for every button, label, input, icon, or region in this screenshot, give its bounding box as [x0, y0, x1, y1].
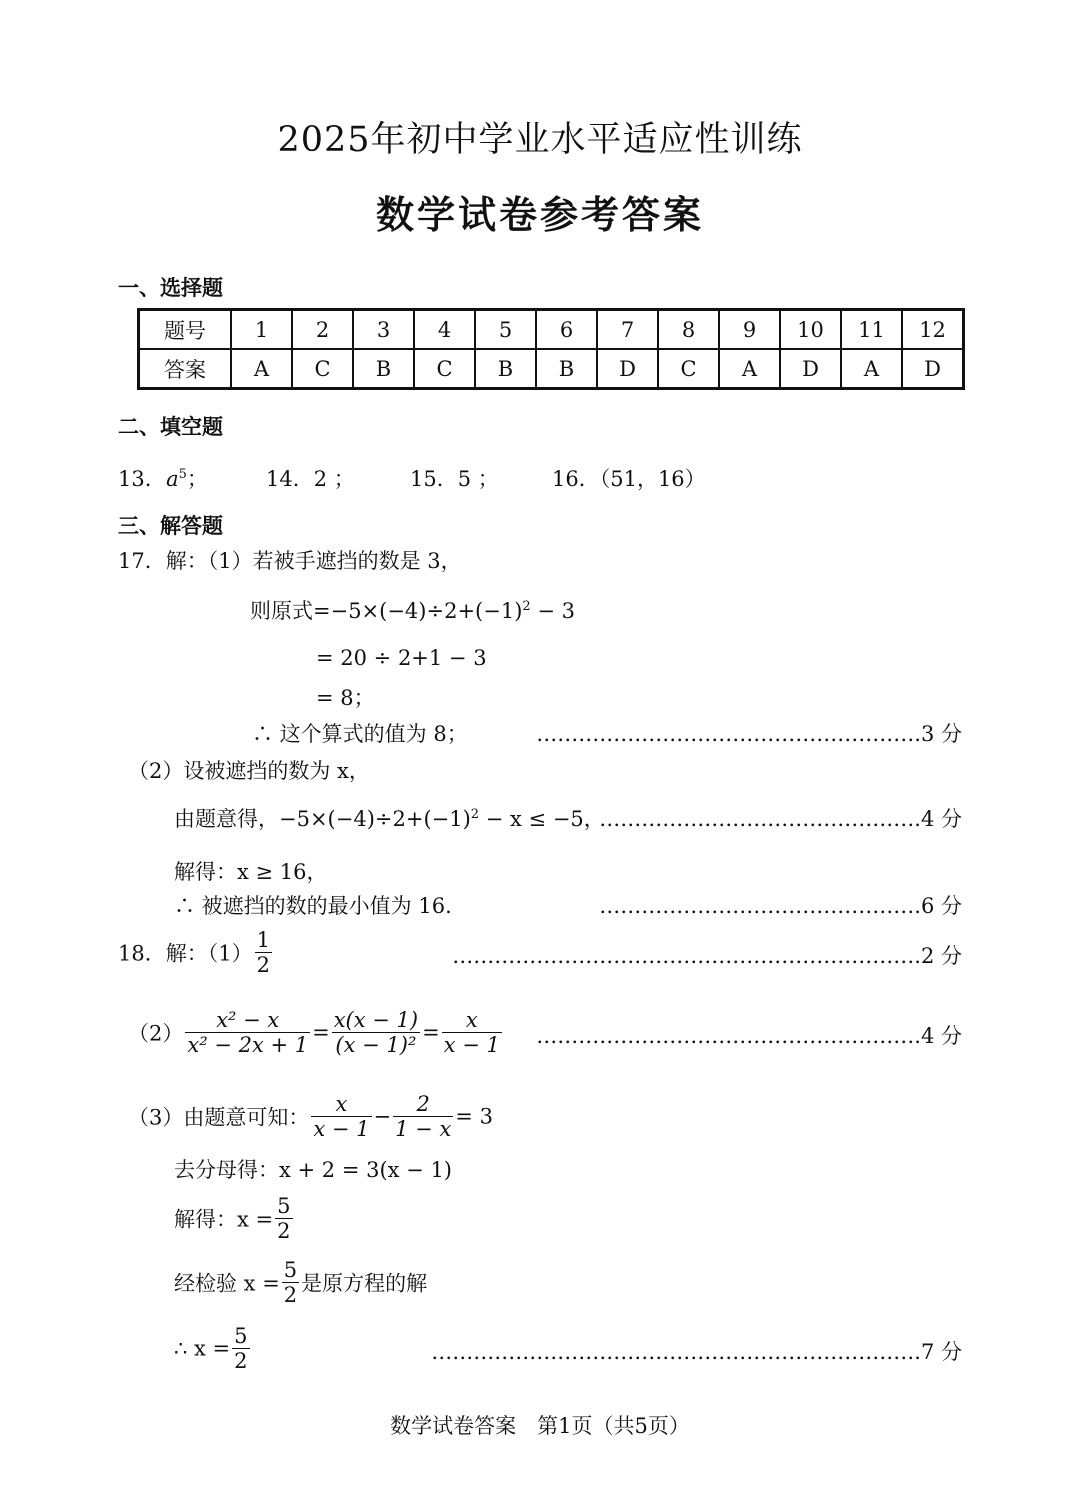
fraction-denominator: x² − 2x + 1 — [187, 1033, 309, 1058]
fraction-numerator: 2 — [393, 1092, 453, 1117]
answer-cell: C — [414, 349, 475, 389]
score-marker: ……………………………………………….4 分 — [536, 1024, 962, 1048]
fraction-numerator: 5 — [234, 1324, 248, 1348]
equals-sign: = — [312, 1020, 330, 1045]
q17-ineq-main: 由题意得，−5×(−4)÷2+(−1) — [174, 807, 471, 831]
q18-solution — [174, 1194, 295, 1243]
answer-cell: B — [353, 349, 414, 389]
q13-exponent: 5 — [178, 467, 187, 482]
q18-final — [174, 1324, 252, 1373]
q17-step2: = 20 ÷ 2+1 − 3 — [316, 646, 487, 670]
section-solutions-heading: 三、解答题 — [118, 514, 223, 538]
answer-cell: D — [902, 349, 964, 389]
q18-fraction-b — [332, 1008, 420, 1057]
q17-ineq-tail: − x ≤ −5， — [479, 807, 605, 831]
fraction-numerator: x — [311, 1092, 371, 1117]
q13-number: 13. — [118, 467, 152, 491]
fraction-numerator: x — [442, 1008, 502, 1033]
q18-part1-label: 18．解：（1） — [118, 941, 253, 966]
score-marker: ……………………………………….6 分 — [599, 894, 962, 918]
fraction-denominator: (x − 1)² — [335, 1033, 417, 1058]
fraction-denominator: x − 1 — [443, 1033, 500, 1058]
fraction-denominator: x − 1 — [313, 1117, 370, 1142]
answer-cell: A — [231, 349, 292, 389]
q17-conclusion2: ∴ 被遮挡的数的最小值为 16. — [174, 894, 452, 918]
q18-fraction-d — [311, 1092, 371, 1141]
q18-part3-label: （3）由题意可知： — [128, 1105, 310, 1130]
q17-expression — [250, 595, 575, 625]
q17-part2-intro: （2）设被遮挡的数为 x， — [128, 759, 370, 783]
question-number: 5 — [475, 310, 536, 350]
question-number: 10 — [780, 310, 841, 350]
fraction-numerator: x² − x — [185, 1008, 310, 1033]
fraction-numerator: 5 — [283, 1258, 298, 1282]
question-number: 6 — [536, 310, 597, 350]
q18-fraction-a — [185, 1008, 310, 1057]
q17-conclusion1: ∴ 这个算式的值为 8； — [252, 722, 468, 746]
question-number: 2 — [292, 310, 353, 350]
fraction-numerator: x(x − 1) — [333, 1008, 419, 1032]
question-number: 4 — [414, 310, 475, 350]
q18-part2-label: （2） — [128, 1021, 184, 1046]
q18-fraction-half — [255, 928, 272, 977]
exam-title: 2025年初中学业水平适应性训练 — [277, 120, 803, 160]
answer-q16: 16．（51，16） — [552, 467, 706, 491]
q17-step3: = 8； — [316, 686, 375, 710]
answer-q14: 14．2 ； — [266, 467, 355, 491]
minus-sign: − — [373, 1104, 392, 1129]
question-number: 1 — [231, 310, 292, 350]
section-fill-in-heading: 二、填空题 — [118, 415, 223, 439]
answer-cell: C — [292, 349, 353, 389]
score-marker: …………………………………………………………….7 分 — [431, 1340, 962, 1364]
fraction-denominator: 2 — [256, 953, 270, 978]
answer-cell: A — [719, 349, 780, 389]
answer-cell: D — [597, 349, 658, 389]
q18-check-tail: 是原方程的解 — [301, 1271, 428, 1296]
q17-part1-intro: 17．解：（1）若被手遮挡的数是 3， — [118, 549, 462, 573]
question-number: 7 — [597, 310, 658, 350]
q18-fraction-five-halves — [232, 1324, 249, 1373]
q13-base: a — [166, 467, 179, 491]
q18-check-label: 经检验 x = — [174, 1271, 280, 1296]
table-header-number: 题号 — [139, 310, 232, 350]
answer-table — [137, 308, 965, 390]
fraction-denominator: 2 — [234, 1349, 248, 1374]
question-number: 3 — [353, 310, 414, 350]
fraction-denominator: 1 − x — [395, 1117, 452, 1142]
answer-cell: D — [780, 349, 841, 389]
q17-inequality — [174, 803, 605, 833]
answer-q13 — [118, 463, 208, 493]
question-number: 12 — [902, 310, 964, 350]
answer-cell: A — [841, 349, 902, 389]
section-multiple-choice-heading: 一、选择题 — [118, 276, 223, 300]
score-marker: ……………………………………………….3 分 — [536, 722, 962, 746]
q18-fraction-e — [393, 1092, 453, 1141]
table-header-answer: 答案 — [139, 349, 232, 389]
q18-fraction-five-halves — [282, 1258, 299, 1307]
q17-expr-main: 则原式=−5×(−4)÷2+(−1) — [250, 599, 523, 623]
q18-part3-equation — [128, 1092, 493, 1141]
fraction-numerator: 5 — [277, 1194, 291, 1218]
q18-solution-label: 解得：x = — [174, 1207, 274, 1232]
answer-cell: B — [475, 349, 536, 389]
answer-q15: 15．5 ； — [410, 467, 499, 491]
q17-ineq-exponent: 2 — [470, 807, 480, 822]
q18-check — [174, 1258, 427, 1307]
equals-sign: = — [422, 1020, 440, 1045]
score-marker: ……………………………………….4 分 — [599, 807, 962, 831]
page-footer: 数学试卷答案 第1页（共5页） — [390, 1414, 690, 1438]
fraction-denominator: 2 — [277, 1219, 291, 1244]
q18-fraction-five-halves — [275, 1194, 292, 1243]
q18-final-label: ∴ x = — [174, 1336, 231, 1361]
answer-cell: C — [658, 349, 719, 389]
equals-three: = 3 — [455, 1104, 493, 1129]
q13-separator: ； — [186, 467, 208, 491]
q17-expr-tail: − 3 — [530, 599, 575, 623]
answer-key-title: 数学试卷参考答案 — [375, 193, 704, 237]
q17-solution: 解得：x ≥ 16， — [174, 860, 328, 884]
answer-cell: B — [536, 349, 597, 389]
score-marker: ………………………………………………………….2 分 — [452, 944, 962, 968]
q18-clear-denominator: 去分母得：x + 2 = 3(x − 1) — [174, 1158, 452, 1182]
q18-fraction-c — [442, 1008, 502, 1057]
table-row-numbers — [139, 310, 964, 350]
q18-part2 — [128, 1008, 504, 1057]
question-number: 11 — [841, 310, 902, 350]
question-number: 8 — [658, 310, 719, 350]
table-row-answers — [139, 349, 964, 389]
question-number: 9 — [719, 310, 780, 350]
fraction-numerator: 1 — [256, 928, 270, 952]
q18-part1 — [118, 928, 274, 977]
fraction-denominator: 2 — [283, 1283, 298, 1308]
q17-expr-exponent: 2 — [522, 599, 531, 614]
